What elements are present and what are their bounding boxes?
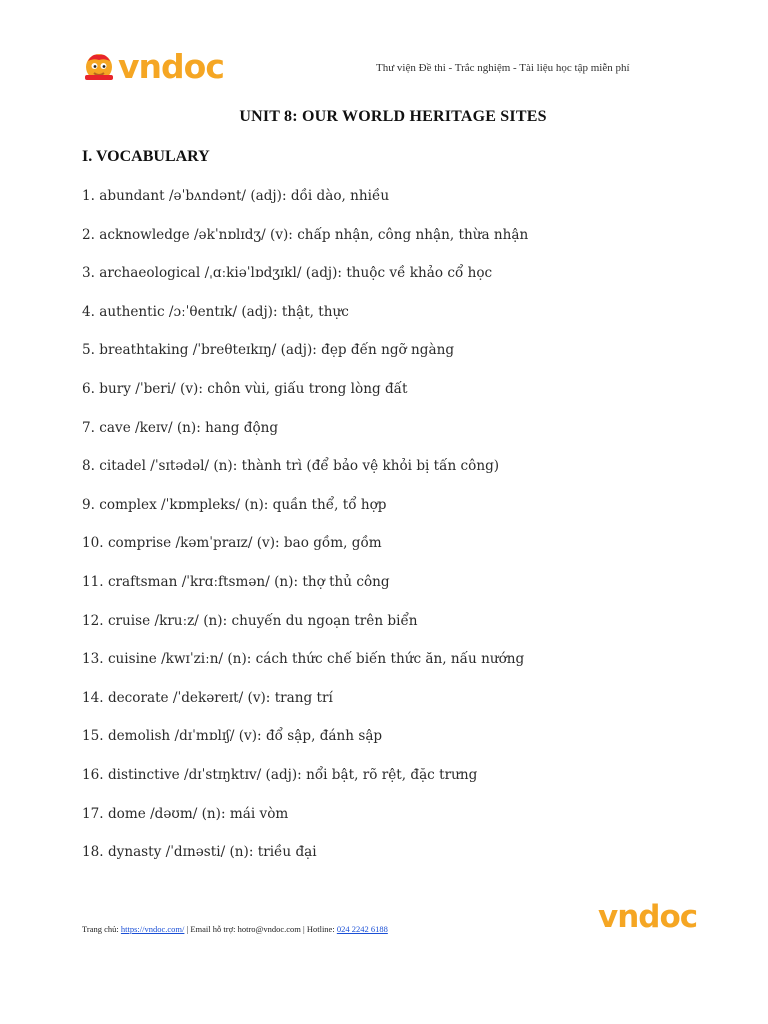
vocab-item: 16. distinctive /dɪˈstɪŋktɪv/ (adj): nổi bật, rõ rệt, đặc trưng [82, 766, 478, 783]
vocab-item: 2. acknowledge /əkˈnɒlɪdʒ/ (v): chấp nhận, công nhận, thừa nhận [82, 226, 529, 243]
vocab-item: 10. comprise /kəmˈpraɪz/ (v): bao gồm, gồm [82, 535, 382, 552]
vndoc-logo[interactable] [82, 46, 232, 86]
vocab-item: 3. archaeological /ˌɑːkiəˈlɒdʒɪkl/ (adj): thuộc về khảo cổ học [82, 265, 493, 282]
footer-hotline-link[interactable]: 024 2242 6188 [336, 924, 388, 934]
header-tagline: Thư viện Đề thi - Trắc nghiệm - Tài liệu học tập miễn phí [376, 62, 630, 74]
vocab-item: 12. cruise /kruːz/ (n): chuyến du ngoạn trên biển [82, 612, 418, 629]
vocab-item: 13. cuisine /kwɪˈziːn/ (n): cách thức chế biến thức ăn, nấu nướng [82, 651, 525, 668]
footer-contact [82, 924, 388, 934]
footer-email-text: | Email hỗ trợ: hotro@vndoc.com | Hotline: [184, 924, 337, 934]
vocab-item: 17. dome /dəʊm/ (n): mái vòm [82, 805, 289, 822]
vocab-item: 9. complex /ˈkɒmpleks/ (n): quần thể, tổ hợp [82, 496, 387, 513]
vocab-item: 6. bury /ˈberi/ (v): chôn vùi, giấu trong lòng đất [82, 380, 408, 397]
vocab-item: 1. abundant /əˈbʌndənt/ (adj): dồi dào, nhiều [82, 188, 390, 204]
vocab-item: 4. authentic /ɔːˈθentɪk/ (adj): thật, thực [82, 303, 349, 320]
page-title: UNIT 8: OUR WORLD HERITAGE SITES [239, 108, 547, 125]
section-heading: I. VOCABULARY [82, 148, 210, 165]
logo-wordmark: vndoc [118, 46, 224, 86]
footer-vndoc-logo[interactable] [598, 899, 698, 935]
vocab-item: 11. craftsman /ˈkrɑːftsmən/ (n): thợ thủ công [82, 573, 390, 590]
vocab-item: 14. decorate /ˈdekəreɪt/ (v): trang trí [82, 689, 333, 706]
mascot-icon [82, 49, 116, 83]
vocab-item: 7. cave /keɪv/ (n): hang động [82, 419, 279, 436]
vocab-item: 15. demolish /dɪˈmɒlɪʃ/ (v): đổ sập, đánh sập [82, 728, 383, 745]
footer-home-link[interactable]: https://vndoc.com/ [120, 924, 185, 934]
vocab-item: 8. citadel /ˈsɪtədəl/ (n): thành trì (để bảo vệ khỏi bị tấn công) [82, 458, 500, 475]
vocab-item: 5. breathtaking /ˈbreθteɪkɪŋ/ (adj): đẹp đến ngỡ ngàng [82, 342, 455, 359]
vocabulary-list [82, 186, 528, 881]
footer-home-label: Trang chủ: [82, 924, 121, 934]
footer-logo-wordmark: vndoc [598, 899, 698, 935]
vocab-item: 18. dynasty /ˈdɪnəsti/ (n): triều đại [82, 844, 317, 861]
